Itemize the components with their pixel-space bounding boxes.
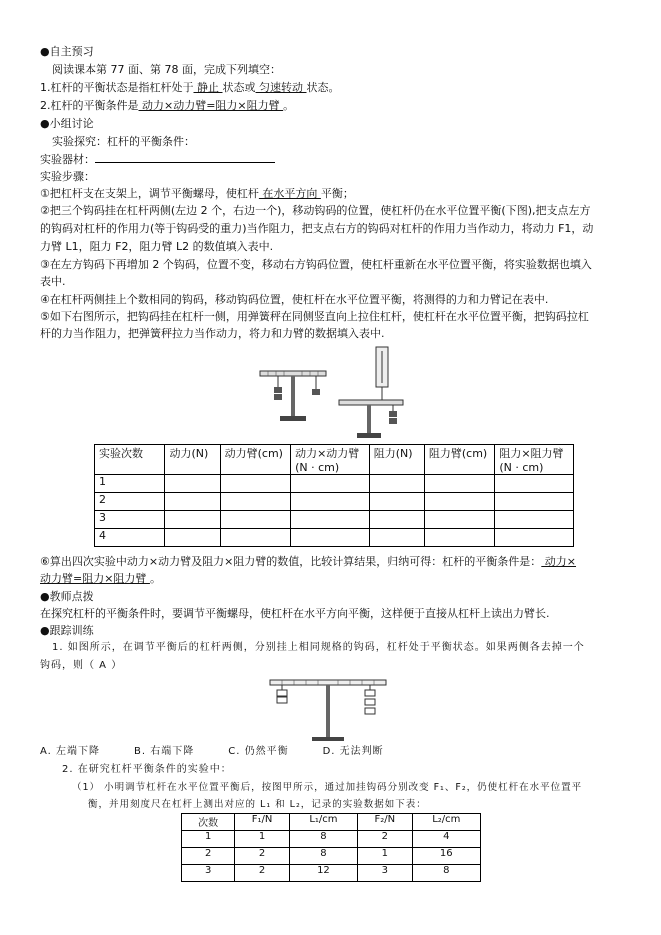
explore-title: 实验探究：杠杆的平衡条件：: [52, 135, 195, 148]
practice-q2-line-2: （1） 小明调节杠杆在水平位置平衡后，按图甲所示，通过加挂钩码分别改变 F₁、F₂，仍使杠杆在水平位置平: [72, 782, 583, 793]
header-cell: 阻力(N): [369, 445, 424, 475]
step-1: [40, 186, 354, 201]
header-cell: F₂/N: [358, 814, 412, 831]
table-cell[interactable]: [220, 493, 290, 511]
table-row: [182, 831, 481, 848]
q1-answer-1: 静止: [193, 81, 223, 94]
table-cell[interactable]: [220, 475, 290, 493]
table-cell: 12: [289, 865, 357, 882]
header-cell: F₁/N: [235, 814, 289, 831]
table-cell[interactable]: [424, 529, 494, 547]
table-cell[interactable]: [220, 511, 290, 529]
step-6-text: ⑥算出四次实验中动力×动力臂及阻力×阻力臂的数值，比较计算结果，归纳可得：杠杆的平衡条件是：: [40, 555, 542, 568]
table-cell: 8: [289, 848, 357, 865]
header-cell: 次数: [182, 814, 235, 831]
table-cell: 1: [182, 831, 235, 848]
table-cell: 8: [289, 831, 357, 848]
table-cell: 2: [235, 848, 289, 865]
lever-figure-spring-scale: [337, 345, 407, 440]
table-row: [182, 848, 481, 865]
table-cell[interactable]: [369, 493, 424, 511]
table-cell: 2: [358, 831, 412, 848]
table-row: [95, 511, 574, 529]
header-cell: 动力×动力臂(N · cm): [291, 445, 370, 475]
table-cell[interactable]: [165, 529, 220, 547]
practice-q1-line-1: 1. 如图所示，在调节平衡后的杠杆两侧，分别挂上相同规格的钩码，杠杆处于平衡状态。如果两侧各去掉一个: [52, 642, 585, 653]
step-1-end: 平衡；: [320, 187, 354, 200]
table-cell[interactable]: [291, 511, 370, 529]
option-b[interactable]: B. 右端下降: [134, 746, 195, 757]
row-number: 3: [95, 511, 165, 529]
step-5-line-2: 杆的力当作阻力，把弹簧秤拉力当作动力，将力和力臂的数据填入表中.: [40, 327, 385, 340]
table-cell[interactable]: [495, 475, 574, 493]
preview-q1: [40, 80, 340, 95]
row-number: 1: [95, 475, 165, 493]
table-cell: 1: [235, 831, 289, 848]
table-header-row: [182, 814, 481, 831]
lever-figure-q1: [268, 676, 390, 742]
header-cell: 阻力臂(cm): [424, 445, 494, 475]
option-a[interactable]: A. 左端下降: [40, 746, 101, 757]
header-cell: 动力臂(cm): [220, 445, 290, 475]
table-cell[interactable]: [495, 529, 574, 547]
q1-answer-2: 匀速转动: [255, 81, 307, 94]
header-cell: 动力(N): [165, 445, 220, 475]
table-cell[interactable]: [424, 511, 494, 529]
table-cell[interactable]: [165, 511, 220, 529]
table-cell[interactable]: [495, 511, 574, 529]
header-cell: L₁/cm: [289, 814, 357, 831]
step-1-answer: 在水平方向: [258, 187, 321, 200]
table-header-row: [95, 445, 574, 475]
table-cell: 1: [358, 848, 412, 865]
step-1-text: ①把杠杆支在支架上，调节平衡螺母，使杠杆: [40, 187, 259, 200]
row-number: 4: [95, 529, 165, 547]
header-cell: L₂/cm: [412, 814, 480, 831]
q1-text-end: 状态。: [306, 81, 340, 94]
row-number: 2: [95, 493, 165, 511]
step-2-line-1: ②把三个钩码挂在杠杆两侧(左边 2 个，右边一个)，移动钩码的位置，使杠杆仍在水平位置平衡(下图),把支点左方: [40, 204, 591, 217]
table-cell[interactable]: [291, 475, 370, 493]
table-cell[interactable]: [291, 529, 370, 547]
table-cell[interactable]: [165, 493, 220, 511]
table-cell[interactable]: [369, 475, 424, 493]
step-3-line-1: ③在左方钩码下再增加 2 个钩码，位置不变，移动右方钩码位置，使杠杆重新在水平位置平衡，将实验数据也填入: [40, 258, 592, 271]
option-c[interactable]: C. 仍然平衡: [228, 746, 289, 757]
teacher-note: 在探究杠杆的平衡条件时，要调节平衡螺母，使杠杆在水平方向平衡，这样便于直接从杠杆上读出力臂长.: [40, 607, 550, 620]
table-cell: 8: [412, 865, 480, 882]
practice-q2-line-3: 衡，并用刻度尺在杠杆上测出对应的 L₁ 和 L₂，记录的实验数据如下表：: [88, 799, 427, 810]
equipment-label: 实验器材：: [40, 153, 95, 166]
q1-text: 1.杠杆的平衡状态是指杠杆处于: [40, 81, 194, 94]
header-cell: 实验次数: [95, 445, 165, 475]
step-3-line-2: 表中.: [40, 275, 66, 288]
section-heading-discuss: ●小组讨论: [40, 117, 94, 130]
table-cell: 4: [412, 831, 480, 848]
step-2-line-3: 力臂 L1，阻力 F2，阻力臂 L2 的数值填入表中.: [40, 240, 274, 253]
table-cell[interactable]: [495, 493, 574, 511]
step-6-answer-2: 动力臂=阻力×阻力臂: [40, 572, 150, 585]
q2-answer: 动力×动力臂=阻力×阻力臂: [138, 99, 284, 112]
table-cell[interactable]: [424, 493, 494, 511]
option-d[interactable]: D. 无法判断: [322, 746, 384, 757]
section-heading-teacher: ●教师点拨: [40, 590, 94, 603]
table-cell: 3: [182, 865, 235, 882]
step-6-answer-1: 动力×: [541, 555, 577, 568]
table-cell: 2: [235, 865, 289, 882]
header-cell: 阻力×阻力臂(N · cm): [495, 445, 574, 475]
table-cell[interactable]: [369, 511, 424, 529]
table-cell[interactable]: [220, 529, 290, 547]
experiment-table: [94, 444, 574, 547]
equipment-blank: [95, 152, 275, 163]
equipment-line: [40, 152, 275, 167]
table-cell: 3: [358, 865, 412, 882]
lever-figure-balance: [258, 355, 330, 425]
preview-intro: 阅读课本第 77 面、第 78 面，完成下列填空：: [52, 63, 281, 76]
steps-label: 实验步骤：: [40, 170, 95, 183]
record-table: [181, 813, 481, 882]
table-cell[interactable]: [369, 529, 424, 547]
table-cell: 16: [412, 848, 480, 865]
practice-q1-line-2: 钩码，则（ A ）: [40, 660, 123, 671]
step-6-line-2: [40, 571, 161, 586]
table-row: [95, 529, 574, 547]
practice-q2-line-1: 2. 在研究杠杆平衡条件的实验中：: [62, 764, 232, 775]
practice-q1-options: [40, 744, 384, 759]
table-row: [95, 493, 574, 511]
step-2-line-2: 的钩码对杠杆的作用力(等于钩码受的重力)当作阻力，把支点右方的钩码对杠杆的作用力当作动力，将动力 F1，动: [40, 222, 594, 235]
table-cell[interactable]: [291, 493, 370, 511]
table-cell[interactable]: [424, 475, 494, 493]
step-5-line-1: ⑤如下右图所示，把钩码挂在杠杆一侧，用弹簧秤在同侧竖直向上拉住杠杆，使杠杆在水平位置平衡，把钩码拉杠: [40, 310, 589, 323]
section-heading-preview: ●自主预习: [40, 45, 94, 58]
step-4: ④在杠杆两侧挂上个数相同的钩码，移动钩码位置，使杠杆在水平位置平衡，将测得的力和力臂记在表中.: [40, 293, 549, 306]
preview-q2: [40, 98, 294, 113]
q2-text-end: 。: [283, 99, 295, 112]
section-heading-practice: ●跟踪训练: [40, 624, 94, 637]
table-row: [182, 865, 481, 882]
table-cell[interactable]: [165, 475, 220, 493]
q2-text: 2.杠杆的平衡条件是: [40, 99, 139, 112]
q1-text-mid: 状态或: [222, 81, 256, 94]
step-6-line-1: [40, 554, 576, 569]
table-cell: 2: [182, 848, 235, 865]
table-row: [95, 475, 574, 493]
step-6-end: 。: [149, 572, 161, 585]
